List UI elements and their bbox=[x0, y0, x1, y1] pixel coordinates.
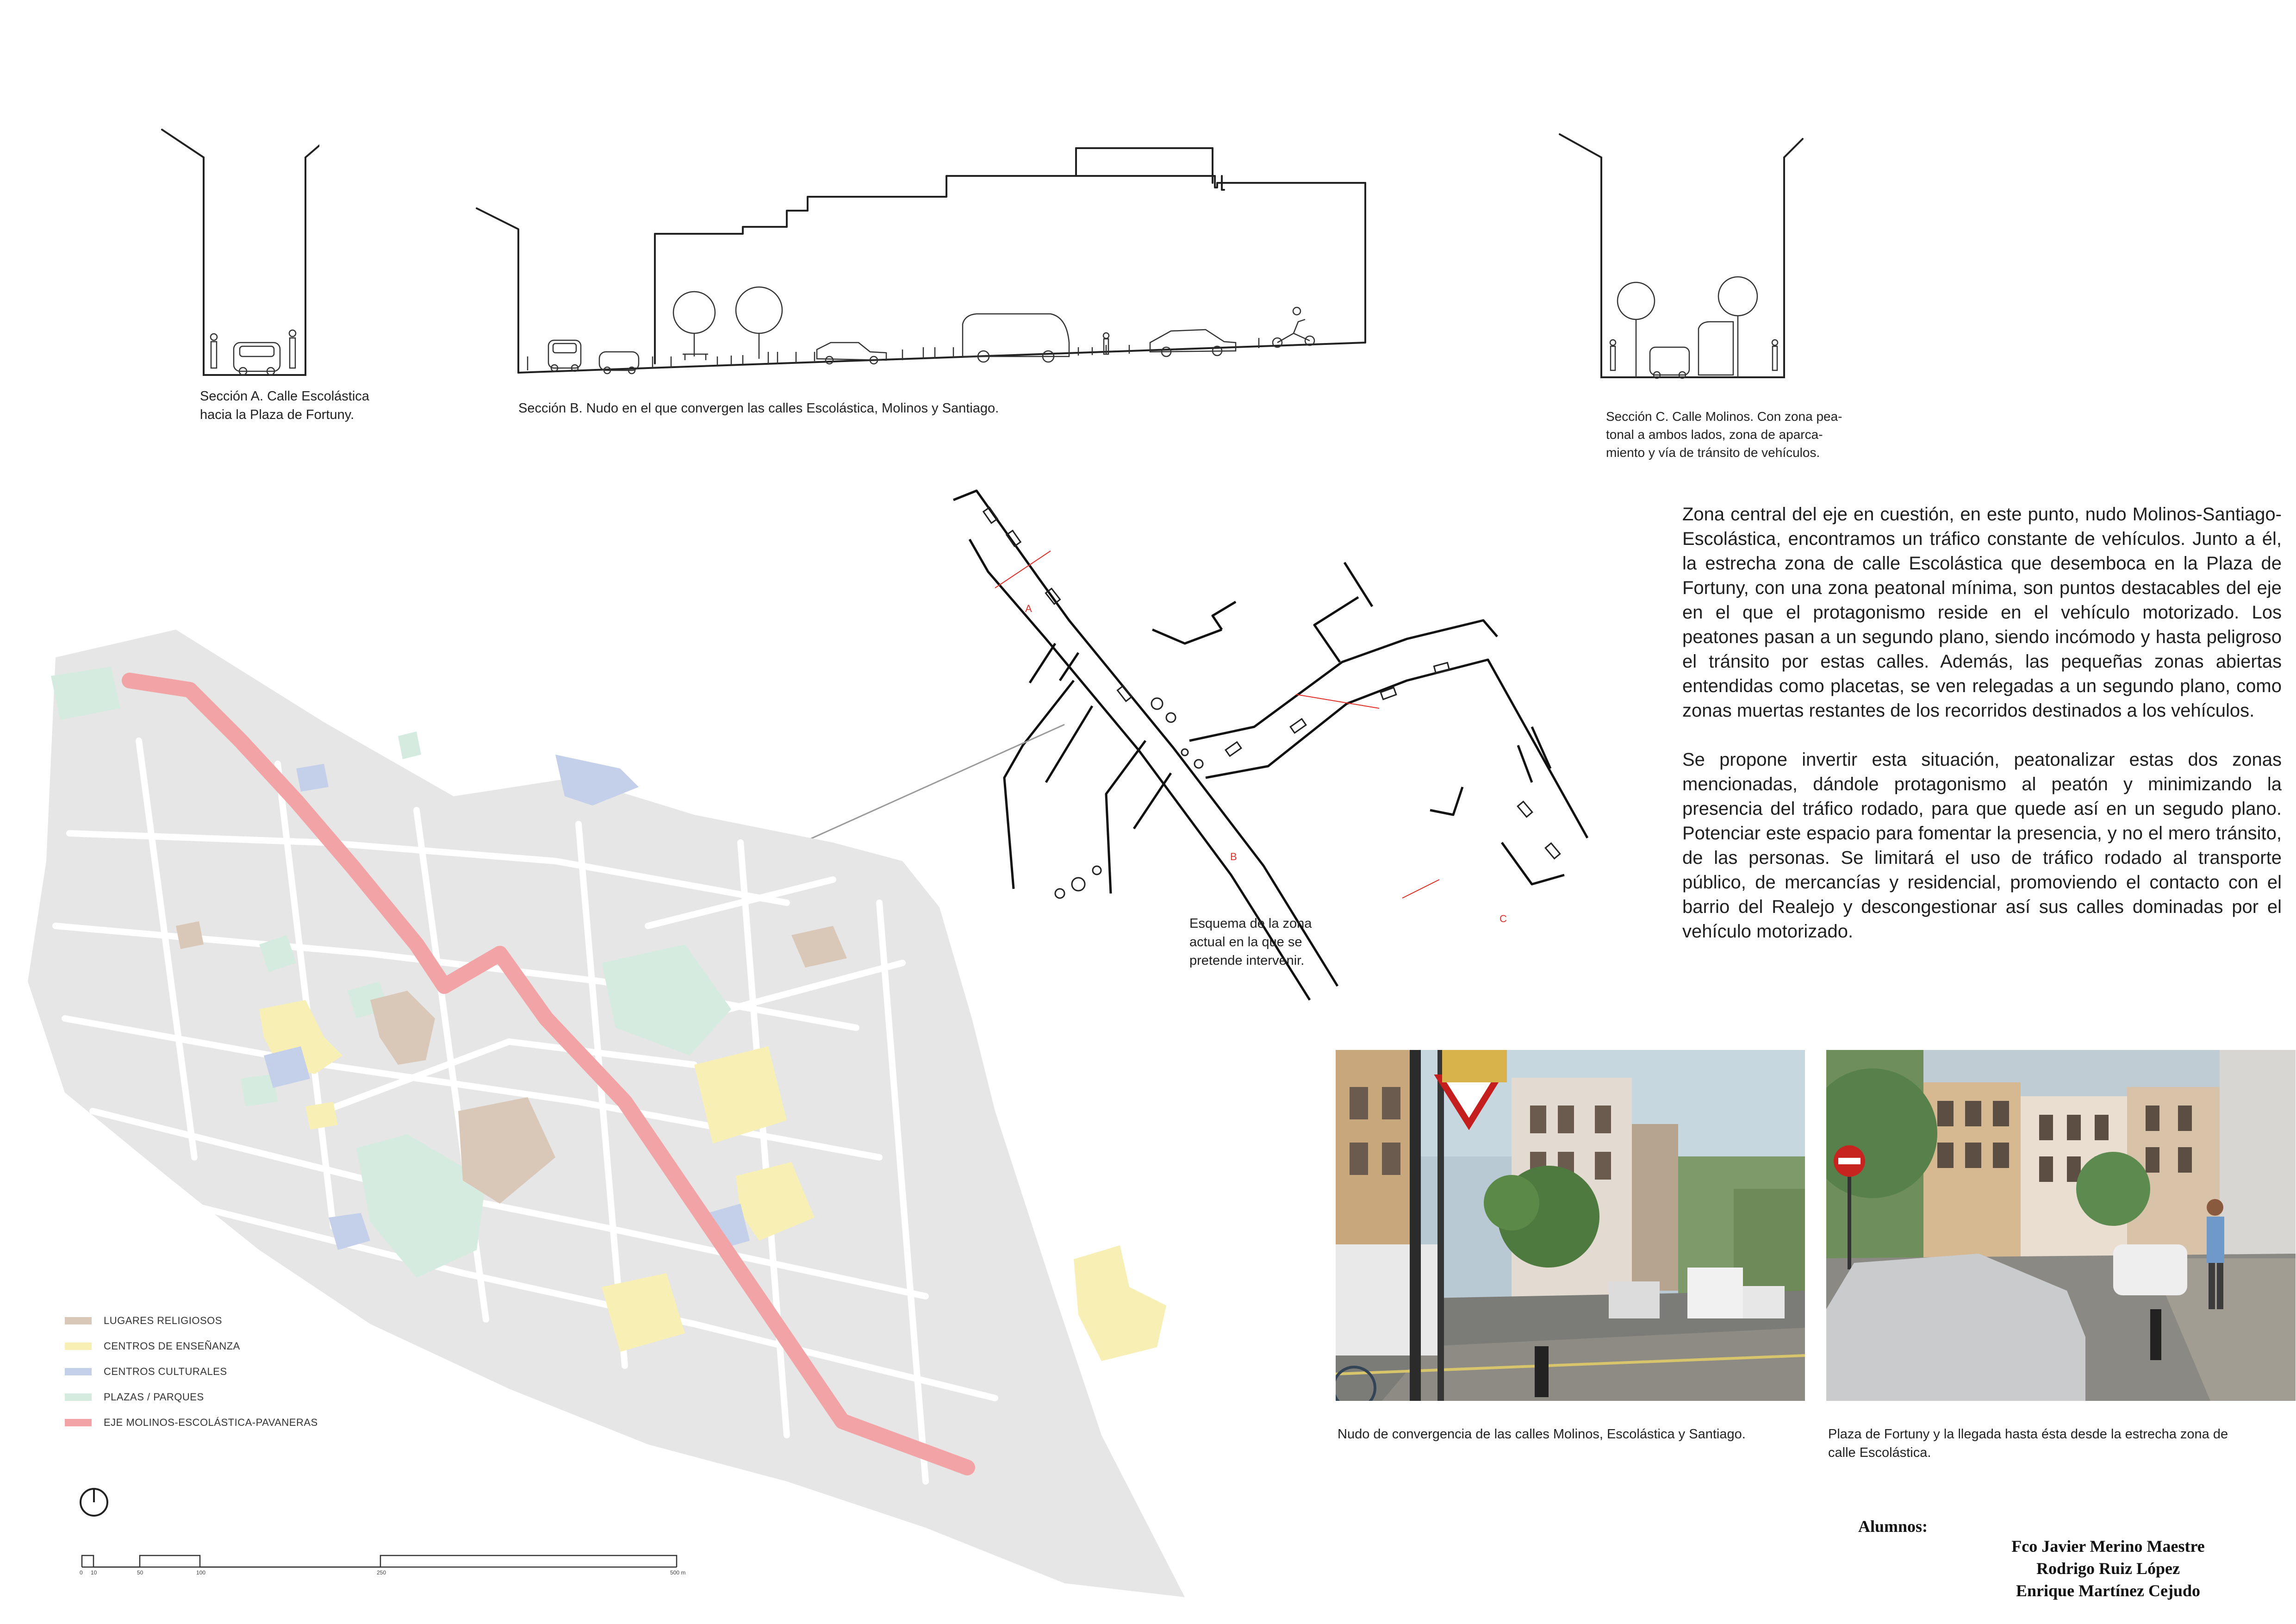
legend-item-cultural bbox=[65, 1365, 227, 1379]
photo-right-caption-line2: calle Escolástica. bbox=[1828, 1445, 1931, 1460]
section-c-caption bbox=[1606, 407, 1842, 462]
scale-label-50: 50 bbox=[137, 1569, 143, 1576]
plan-caption-line3: pretende intervenir. bbox=[1189, 953, 1305, 968]
credit-name-3: Enrique Martínez Cejudo bbox=[2016, 1581, 2200, 1600]
credits-names bbox=[1969, 1535, 2247, 1602]
section-c-caption-line2: tonal a ambos lados, zona de aparca- bbox=[1606, 427, 1823, 442]
credit-name-1: Fco Javier Merino Maestre bbox=[2011, 1537, 2205, 1555]
section-a-caption-line1: Sección A. Calle Escolástica bbox=[200, 389, 369, 404]
description-paragraph-1: Zona central del eje en cuestión, en este punto, nudo Molinos-Santiago-Escolástica, encontramos un tráfico constante de vehículos. Junto a él, la estrecha zona de calle Escolástica que desemboca en la Plaza de Fortuny, con una zona peatonal mínima, son puntos destacables del eje en el que el protagonismo reside en el vehículo motorizado. Los peatones pasan a un segundo plano, siendo incómodo y hasta peligroso el tránsito por estas calles. Además, las pequeñas zonas abiertas entendidas como placetas, se ven relegadas a un segundo plano, como zonas muertas restantes de los recorridos destinados a los vehículos. bbox=[1682, 504, 2282, 721]
city-map bbox=[0, 602, 1250, 1620]
legend-item-education bbox=[65, 1339, 240, 1353]
section-a-caption bbox=[200, 387, 369, 424]
plan-marker-b: B bbox=[1230, 851, 1237, 862]
section-c-drawing bbox=[1557, 125, 1807, 384]
description-text bbox=[1682, 502, 2282, 968]
plan-caption-line1: Esquema de la zona bbox=[1189, 916, 1312, 931]
section-b-drawing bbox=[472, 139, 1375, 380]
photo-plaza-fortuny bbox=[1826, 1050, 2296, 1401]
section-c-caption-line1: Sección C. Calle Molinos. Con zona pea- bbox=[1606, 409, 1842, 424]
legend-item-parks bbox=[65, 1390, 204, 1404]
legend-swatch bbox=[65, 1368, 92, 1375]
north-arrow-icon bbox=[78, 1486, 110, 1518]
legend-swatch bbox=[65, 1419, 92, 1426]
legend-label: LUGARES RELIGIOSOS bbox=[104, 1315, 222, 1326]
photo-right-caption bbox=[1828, 1425, 2228, 1462]
plan-marker-c: C bbox=[1500, 913, 1507, 924]
legend-label: CENTROS CULTURALES bbox=[104, 1366, 227, 1377]
credit-name-2: Rodrigo Ruiz López bbox=[2036, 1559, 2180, 1578]
photo-left-caption: Nudo de convergencia de las calles Molinos, Escolástica y Santiago. bbox=[1338, 1427, 1746, 1442]
legend-label: CENTROS DE ENSEÑANZA bbox=[104, 1340, 240, 1352]
legend-label: PLAZAS / PARQUES bbox=[104, 1391, 204, 1403]
photo-right-caption-line1: Plaza de Fortuny y la llegada hasta ésta desde la estrecha zona de bbox=[1828, 1427, 2228, 1442]
scale-label-0: 0 bbox=[80, 1569, 83, 1576]
section-a-caption-line2: hacia la Plaza de Fortuny. bbox=[200, 407, 355, 422]
legend-label: EJE MOLINOS-ESCOLÁSTICA-PAVANERAS bbox=[104, 1417, 318, 1428]
section-b-caption: Sección B. Nudo en el que convergen las calles Escolástica, Molinos y Santiago. bbox=[518, 401, 999, 416]
photo-molinos-junction bbox=[1336, 1050, 1805, 1401]
scale-label-100: 100 bbox=[196, 1569, 206, 1576]
scale-label-500: 500 m bbox=[670, 1569, 686, 1576]
scale-label-250: 250 bbox=[377, 1569, 386, 1576]
credits-heading: Alumnos: bbox=[1858, 1517, 1928, 1536]
section-c-caption-line3: miento y vía de tránsito de vehículos. bbox=[1606, 445, 1820, 460]
legend-item-axis bbox=[65, 1416, 318, 1430]
plan-caption-line2: actual en la que se bbox=[1189, 935, 1302, 949]
legend-item-religious bbox=[65, 1314, 222, 1328]
legend-swatch bbox=[65, 1317, 92, 1324]
legend-swatch bbox=[65, 1393, 92, 1401]
plan-marker-a: A bbox=[1025, 603, 1032, 614]
description-paragraph-2: Se propone invertir esta situación, peatonalizar estas dos zonas mencionadas, dándole protagonismo al peatón y minimizando la presencia del tráfico rodado, para que quede así en un segudo plano. Potenciar este espacio para fomentar la presencia, y no el mero tránsito, de las personas. Se limitará el uso de tráfico rodado al transporte público, de mercancías y residencial, promoviendo el contacto con el barrio del Realejo y descongestionar así sus calles dominadas por el vehículo motorizado. bbox=[1682, 750, 2282, 942]
scale-label-10: 10 bbox=[91, 1569, 97, 1576]
legend-swatch bbox=[65, 1343, 92, 1350]
section-a-drawing bbox=[157, 116, 319, 380]
